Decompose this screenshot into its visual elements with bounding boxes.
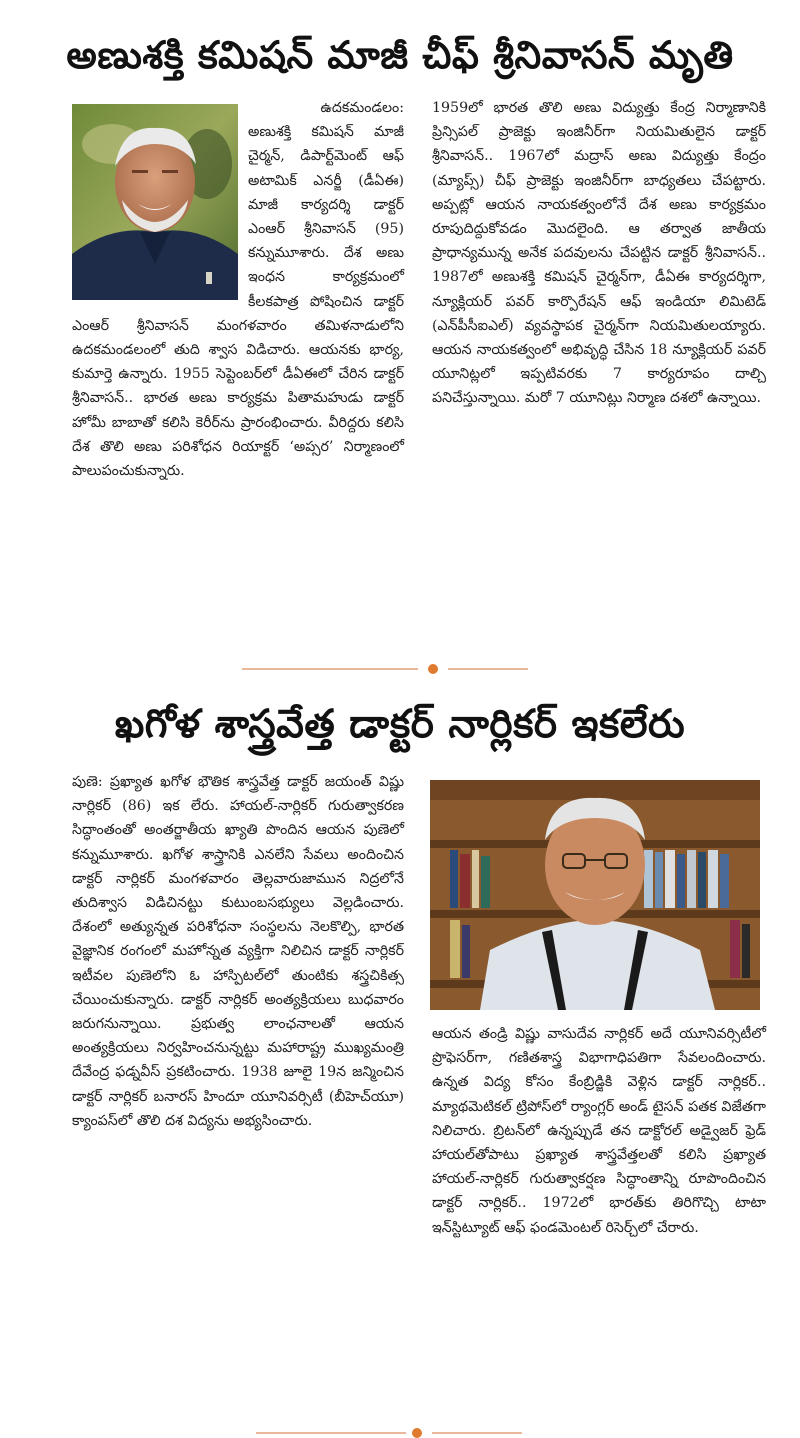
srinivasan-photo — [72, 104, 238, 300]
article2-body-left: ప్రఖ్యాత ఖగోళ భౌతిక శాస్త్రవేత్త డాక్టర్ జయంత్ విష్ణు నార్లికర్ (86) ఇక లేరు. హాయల్-నార్లికర్ గురుత్వాకరణ సిద్ధాంతంతో అంతర్జాతీయ ఖ్యాతి పొందిన ఆయన పుణెలో కన్నుమూశారు. ఖగోళ శాస్త్రానికి ఎనలేని సేవలు అందించిన డాక్టర్ నార్లికర్ మంగళవారం తెల్లవారుజామున నిద్రలోనే తుదిశ్వాస విడిచినట్టు కుటుంబసభ్యులు వెల్లడించారు. దేశంలో అత్యున్నత పరిశోధనా సంస్థలను నెలకొల్పి, భారత వైజ్ఞానిక రంగంలో మహోన్నత వ్యక్తిగా నిలిచిన డాక్టర్ నార్లికర్ ఇటీవల పుణెలోని ఓ హాస్పిటల్‌లో తుంటికు శస్త్రచికిత్స చేయించుకున్నారు. డాక్టర్ నార్లికర్ అంత్యక్రియలు బుధవారం జరుగనున్నాయి. ప్రభుత్వ లాంఛనాలతో ఆయన అంత్యక్రియలు నిర్వహించనున్నట్టు మహారాష్ట్ర ముఖ్యమంత్రి దేవేంద్ర ఫడ్నవీస్ ప్రకటించారు. 1938 జూలై 19న జన్మించిన డాక్టర్ నార్లికర్ బనారస్ హిందూ యూనివర్సిటీ (బీహెచ్‌యూ) క్యాంపస్‌లో తొలి దశ విద్యను అభ్యసించారు. — [72, 774, 404, 1129]
section-divider-dot — [428, 664, 438, 674]
article1-body-right: 1959లో భారత తొలి అణు విద్యుత్తు కేంద్ర నిర్మాణానికి ప్రిన్సిపల్ ప్రాజెక్టు ఇంజినీర్‌గా నియమితులైన డాక్టర్ శ్రీనివాసన్.. 1967లో మద్రాస్ అణు విద్యుత్తు కేంద్రం (మ్యాప్స్) చీఫ్ ప్రాజెక్టు ఇంజినీర్‌గా బాధ్యతలు చేపట్టారు. అప్పట్లో ఆయన నాయకత్వంలోనే దేశ అణు కార్యక్రమం రూపుదిద్దుకోవడం మొదలైంది. ఆ తర్వాత జాతీయ ప్రాధాన్యమున్న అనేక పదవులను చేపట్టిన డాక్టర్ శ్రీనివాసన్.. 1987లో అణుశక్తి కమిషన్ చైర్మన్‌గా, డీఏఈ కార్యదర్శిగా, న్యూక్లియర్ పవర్ కార్పొరేషన్ ఆఫ్ ఇండియా లిమిటెడ్ (ఎన్‌పీసీఐఎల్) వ్యవస్థాపక చైర్మన్‌గా నియమితులయ్యారు. ఆయన నాయకత్వంలో అభివృద్ధి చేసిన 18 న్యూక్లియర్ పవర్ యూనిట్లలో ఇప్పటివరకు 7 కార్యరూపం దాల్చి పనిచేస్తున్నాయి. మరో 7 యూనిట్లు నిర్మాణ దశలో ఉన్నాయి. — [432, 100, 766, 407]
article2-right-column — [432, 1022, 766, 1240]
narlikar-portrait-image — [430, 780, 760, 1010]
narlikar-photo — [430, 780, 760, 1010]
section-divider-line-left — [242, 668, 418, 670]
article1-left-column — [72, 96, 404, 483]
article1-right-column — [432, 96, 766, 411]
article2-left-column — [72, 770, 404, 1133]
article2-body-right: ఆయన తండ్రి విష్ణు వాసుదేవ నార్లికర్ అదే యూనివర్సిటీలో ప్రొఫెసర్‌గా, గణితశాస్త్ర విభాగాధిపతిగా సేవలందించారు. ఉన్నత విద్య కోసం కేంబ్రిడ్జికి వెళ్లిన డాక్టర్ నార్లికర్.. మ్యాథమెటికల్ ట్రిపోస్‌లో ర్యాంగ్లర్ అండ్ టైసన్ పతక విజేతగా నిలిచారు. బ్రిటన్‌లో ఉన్నప్పుడే తన డాక్టోరల్ అడ్వైజర్ ఫ్రెడ్ హాయల్‌తోపాటు ప్రఖ్యాత శాస్త్రవేత్తలతో కలిసి ప్రఖ్యాత హాయల్-నార్లికర్ గురుత్వాకర్షణ సిద్ధాంతాన్ని రూపొందించిన డాక్టర్ నార్లికర్.. 1972లో భారత్‌కు తిరిగొచ్చి టాటా ఇన్‌స్టిట్యూట్ ఆఫ్ ఫండమెంటల్ రిసెర్చ్‌లో చేరారు. — [432, 1026, 766, 1236]
article1-dateline: ఉదకమండలం: — [320, 100, 404, 116]
article2-dateline: పుణె: — [72, 774, 103, 790]
bottom-divider-line-right — [432, 1432, 522, 1434]
section-divider-line-right — [448, 668, 528, 670]
bottom-divider-dot — [412, 1428, 422, 1438]
srinivasan-portrait-image — [72, 104, 238, 300]
bottom-divider-line-left — [256, 1432, 406, 1434]
article1-body-left: అణుశక్తి కమిషన్ మాజీ చైర్మన్, డిపార్ట్‌మెంట్ ఆఫ్ అటామిక్ ఎనర్జీ (డీఏఈ) మాజీ కార్యదర్శి డాక్టర్ ఎంఆర్ శ్రీనివాసన్ (95) కన్నుమూశారు. దేశ అణు ఇంధన కార్యక్రమంలో కీలకపాత్ర పోషించిన డాక్టర్ ఎంఆర్ శ్రీనివాసన్ మంగళవారం తమిళనాడులోని ఉదకమండలంలో తుది శ్వాస విడిచారు. ఆయనకు భార్య, కుమార్తె ఉన్నారు. 1955 సెప్టెంబర్‌లో డీఏఈలో చేరిన డాక్టర్ శ్రీనివాసన్.. భారత అణు కార్యక్రమ పితామహుడు డాక్టర్ హోమీ బాబాతో కలిసి కెరీర్‌ను ప్రారంభించారు. వీరిద్దరు కలిసి దేశ తొలి అణు పరిశోధన రియాక్టర్ ‘అప్సర’ నిర్మాణంలో పాలుపంచుకున్నారు. — [72, 124, 404, 480]
article2-headline: ఖగోళ శాస్త్రవేత్త డాక్టర్ నార్లికర్ ఇకలేరు — [114, 702, 686, 747]
article1-headline: అణుశక్తి కమిషన్ మాజీ చీఫ్ శ్రీనివాసన్ మృతి — [66, 33, 734, 77]
